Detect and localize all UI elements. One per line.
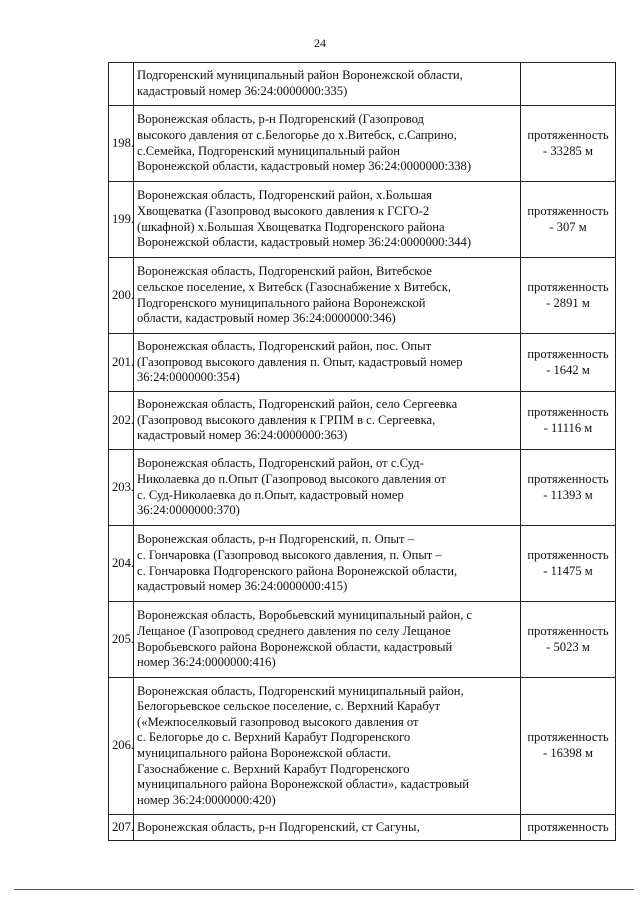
row-number: 198.: [109, 106, 134, 182]
row-length: протяженность: [521, 815, 616, 841]
table-row: [109, 106, 616, 182]
row-description: Воронежская область, р-н Подгоренский (Газопровод высокого давления от с.Белогорье до х.Витебск, с.Саприно, с.Семейка, Подгоренский муниципальный район Воронежской области, кадастровый номер 36:24:0000000:338): [134, 106, 521, 182]
row-number: 201.: [109, 334, 134, 392]
page-number: 24: [314, 36, 326, 50]
row-number: 204.: [109, 526, 134, 602]
footer-divider: [14, 889, 634, 890]
table-row: [109, 63, 616, 106]
table-row: [109, 258, 616, 334]
table-row: [109, 815, 616, 841]
row-number: 202.: [109, 392, 134, 450]
table-row: [109, 392, 616, 450]
table-row: [109, 334, 616, 392]
row-length: [521, 63, 616, 106]
row-length: протяженность - 5023 м: [521, 602, 616, 678]
row-description: Воронежская область, Подгоренский район, от с.Суд- Николаевка до п.Опыт (Газопровод высокого давления от с. Суд-Николаевка до п.Опыт, кадастровый номер 36:24:0000000:370): [134, 450, 521, 526]
row-description: Воронежская область, р-н Подгоренский, п. Опыт – с. Гончаровка (Газопровод высокого давления, п. Опыт – с. Гончаровка Подгоренского района Воронежской области, кадастровый номер 36:24:0000000:415): [134, 526, 521, 602]
row-description: Воронежская область, Подгоренский район, село Сергеевка (Газопровод высокого давления к ГРПМ в с. Сергеевка, кадастровый номер 36:24:0000000:363): [134, 392, 521, 450]
row-number: 200.: [109, 258, 134, 334]
row-number: 205.: [109, 602, 134, 678]
table-row: [109, 526, 616, 602]
row-length: протяженность - 11393 м: [521, 450, 616, 526]
registry-table: [108, 62, 616, 841]
row-length: протяженность - 16398 м: [521, 678, 616, 815]
row-number: 199.: [109, 182, 134, 258]
row-length: протяженность - 2891 м: [521, 258, 616, 334]
row-length: протяженность - 11475 м: [521, 526, 616, 602]
row-number: 206.: [109, 678, 134, 815]
row-description: Воронежская область, Подгоренский район, Витебское сельское поселение, х Витебск (Газоснабжение х Витебск, Подгоренского муниципального района Воронежской области, кадастровый номер 36:24:0000000:346): [134, 258, 521, 334]
row-description: Воронежская область, Подгоренский район, пос. Опыт (Газопровод высокого давления п. Опыт, кадастровый номер 36:24:0000000:354): [134, 334, 521, 392]
table-row: [109, 450, 616, 526]
row-length: протяженность - 307 м: [521, 182, 616, 258]
row-number: 203.: [109, 450, 134, 526]
table-row: [109, 602, 616, 678]
row-description: Подгоренский муниципальный район Воронежской области, кадастровый номер 36:24:0000000:335): [134, 63, 521, 106]
row-length: протяженность - 33285 м: [521, 106, 616, 182]
row-length: протяженность - 11116 м: [521, 392, 616, 450]
row-description: Воронежская область, Подгоренский район, х.Большая Хвощеватка (Газопровод высокого давления к ГСГО-2 (шкафной) х.Большая Хвощеватка Подгоренского района Воронежской области, кадастровый номер 36:24:0000000:344): [134, 182, 521, 258]
row-length: протяженность - 1642 м: [521, 334, 616, 392]
table-row: [109, 182, 616, 258]
table-row: [109, 678, 616, 815]
row-description: Воронежская область, Подгоренский муниципальный район, Белогорьевское сельское поселение, с. Верхний Карабут («Межпоселковый газопровод высокого давления от с. Белогорье до с. Верхний Карабут Подгоренского муниципального района Воронежской области. Газоснабжение с. Верхний Карабут Подгоренского муниципального района Воронежской области», кадастровый номер 36:24:0000000:420): [134, 678, 521, 815]
row-number: [109, 63, 134, 106]
row-number: 207.: [109, 815, 134, 841]
row-description: Воронежская область, Воробьевский муниципальный район, с Лещаное (Газопровод среднего давления по селу Лещаное Воробьевского района Воронежской области, кадастровый номер 36:24:0000000:416): [134, 602, 521, 678]
row-description: Воронежская область, р-н Подгоренский, ст Сагуны,: [134, 815, 521, 841]
